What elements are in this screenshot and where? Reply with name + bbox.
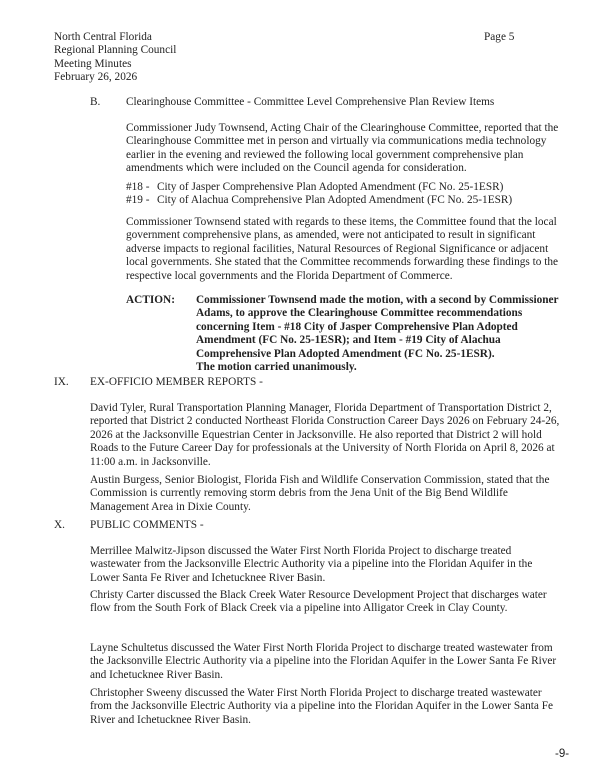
footer-page-number: -9- bbox=[555, 748, 570, 760]
public-comment-sweeny: Christopher Sweeny discussed the Water First North Florida Project to discharge treated wastewater from the Jacksonville Electric Authority via a pipeline into the Floridan Aquifer in the Lower Santa Fe River and Ichetucknee River Basin. bbox=[90, 687, 554, 726]
action-block bbox=[196, 294, 564, 374]
ex-officio-report-burgess: Austin Burgess, Senior Biologist, Florida Fish and Wildlife Conservation Commission, stated that the Commission is currently removing storm debris from the Jena Unit of the Big Bend Wildlife Management Area in Dixie County. bbox=[90, 474, 550, 513]
list-item bbox=[126, 181, 512, 194]
section-x-title: PUBLIC COMMENTS - bbox=[90, 519, 204, 531]
section-b-item-list bbox=[126, 181, 512, 208]
action-motion-text: Commissioner Townsend made the motion, with a second by Commissioner Adams, to approve the Clearinghouse Committee recommendations concerning Item - #18 City of Jasper Comprehensive Plan Adopted Amendment (FC No. 25-1ESR); and Item - #19 City of Alachua Comprehensive Plan Adopted Amendment (FC No. 25-1ESR). bbox=[196, 294, 559, 360]
org-name-line1: North Central Florida bbox=[54, 31, 152, 43]
public-comment-schultetus: Layne Schultetus discussed the Water First North Florida Project to discharge treated wastewater from the Jacksonville Electric Authority via a pipeline into the Floridan Aquifer in the Lower Santa Fe River and Ichetucknee River Basin. bbox=[90, 642, 557, 681]
action-label: ACTION: bbox=[126, 294, 175, 306]
item-number: #19 - bbox=[126, 194, 150, 207]
public-comment-carter: Christy Carter discussed the Black Creek Water Resource Development Project that discharges water flow from the South Fork of Black Creek via a pipeline into Alligator Creek in Clay County. bbox=[90, 589, 547, 615]
document-type: Meeting Minutes bbox=[54, 57, 132, 70]
section-b-paragraph-2: Commissioner Townsend stated with regards to these items, the Committee found that the local government comprehensive plans, as amended, were not anticipated to result in significant adverse impacts to regional facilities, Natural Resources of Regional Significance or adjacent local governments. She stated that the Committee recommends forwarding these findings to the respective local governments and the Florida Department of Commerce. bbox=[126, 216, 559, 282]
ex-officio-report-tyler: David Tyler, Rural Transportation Planning Manager, Florida Department of Transportation District 2, reported that District 2 conducted Northeast Florida Construction Career Days 2026 on February 24-26, 2026 at the Jacksonville Equestrian Center in Jacksonville. He also reported that District 2 will hold Roads to the Future Career Day for professionals at the University of North Florida on April 8, 2026 at 11:00 a.m. in Jacksonville. bbox=[90, 402, 560, 468]
public-comment-malwitz-jipson: Merrillee Malwitz-Jipson discussed the Water First North Florida Project to discharge treated wastewater from the Jacksonville Electric Authority via a pipeline into the Floridan Aquifer in the Lower Santa Fe River and Ichetucknee River Basin. bbox=[90, 545, 533, 584]
document-header bbox=[54, 31, 176, 85]
section-x-marker: X. bbox=[54, 519, 65, 531]
meeting-date: February 26, 2026 bbox=[54, 71, 138, 84]
list-item bbox=[126, 194, 512, 207]
section-b-title: Clearinghouse Committee - Committee Level Comprehensive Plan Review Items bbox=[126, 96, 495, 108]
item-text: City of Jasper Comprehensive Plan Adopted Amendment (FC No. 25-1ESR) bbox=[157, 181, 504, 193]
page-label: Page 5 bbox=[484, 31, 515, 43]
item-text: City of Alachua Comprehensive Plan Adopted Amendment (FC No. 25-1ESR) bbox=[157, 194, 513, 207]
section-ix-title: EX-OFFICIO MEMBER REPORTS - bbox=[90, 376, 263, 388]
action-result-text: The motion carried unanimously. bbox=[196, 361, 357, 374]
section-b-marker: B. bbox=[90, 96, 101, 108]
org-name-line2: Regional Planning Council bbox=[54, 44, 177, 57]
section-ix-marker: IX. bbox=[54, 376, 69, 388]
section-b-paragraph-1: Commissioner Judy Townsend, Acting Chair of the Clearinghouse Committee, reported that the Clearinghouse Committee met in person and virtually via communications media technology earlier in the evening and reviewed the following local government comprehensive plan amendments which were included on the Council agenda for consideration. bbox=[126, 122, 559, 175]
item-number: #18 - bbox=[126, 181, 150, 193]
